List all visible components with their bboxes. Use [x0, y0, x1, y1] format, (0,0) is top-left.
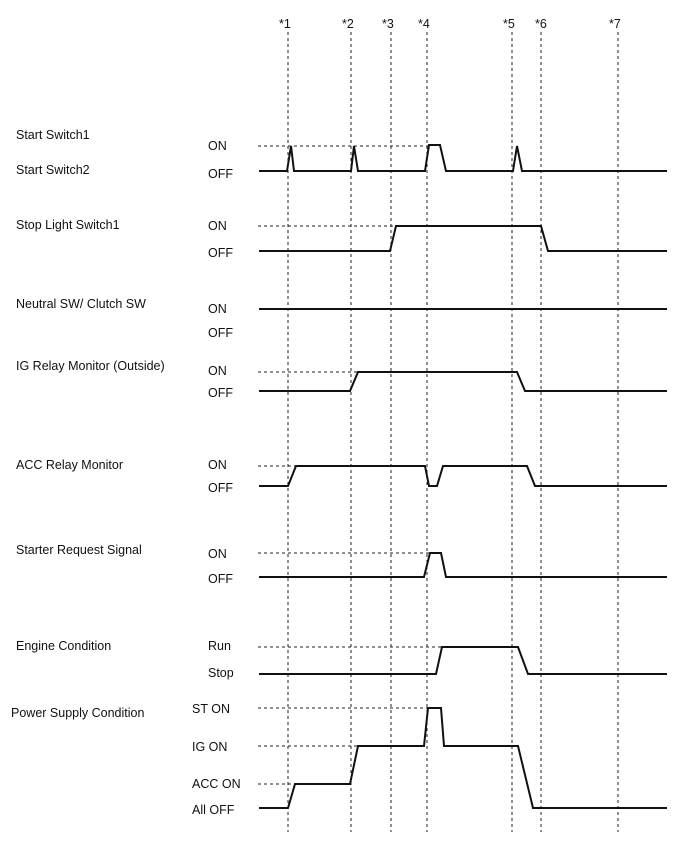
signal-power-supply-condition: Power Supply Condition: [11, 706, 145, 720]
signal-engine-condition: Engine Condition: [16, 639, 112, 653]
timing-guides: [288, 32, 618, 832]
level-power-st-on: ST ON: [192, 702, 230, 716]
level-stop-off: OFF: [208, 246, 233, 260]
signal-names: [11, 128, 165, 720]
signal-starter-request: Starter Request Signal: [16, 543, 142, 557]
marker-6: *6: [535, 17, 547, 31]
level-engine-run: Run: [208, 639, 231, 653]
level-neutral-on: ON: [208, 302, 227, 316]
marker-3: *3: [382, 17, 394, 31]
marker-5: *5: [503, 17, 515, 31]
marker-7: *7: [609, 17, 621, 31]
timing-markers: [279, 17, 621, 31]
wave-power-supply: [259, 708, 667, 808]
wave-stop-light: [259, 226, 667, 251]
wave-acc-relay: [259, 466, 667, 486]
level-start-on: ON: [208, 139, 227, 153]
signal-ig-relay-monitor: IG Relay Monitor (Outside): [16, 359, 165, 373]
wave-engine-condition: [259, 647, 667, 674]
level-engine-stop: Stop: [208, 666, 234, 680]
level-power-all-off: All OFF: [192, 803, 235, 817]
signal-start-switch2: Start Switch2: [16, 163, 90, 177]
level-labels: [192, 139, 241, 817]
marker-1: *1: [279, 17, 291, 31]
level-acc-off: OFF: [208, 481, 233, 495]
signal-start-switch1: Start Switch1: [16, 128, 90, 142]
marker-2: *2: [342, 17, 354, 31]
level-starter-off: OFF: [208, 572, 233, 586]
level-starter-on: ON: [208, 547, 227, 561]
signal-acc-relay-monitor: ACC Relay Monitor: [16, 458, 123, 472]
level-power-acc-on: ACC ON: [192, 777, 241, 791]
level-neutral-off: OFF: [208, 326, 233, 340]
level-start-off: OFF: [208, 167, 233, 181]
level-ig-off: OFF: [208, 386, 233, 400]
level-acc-on: ON: [208, 458, 227, 472]
wave-ig-relay: [259, 372, 667, 391]
wave-start-switch: [259, 145, 667, 171]
waveforms: [259, 145, 667, 808]
signal-stop-light-switch1: Stop Light Switch1: [16, 218, 120, 232]
marker-4: *4: [418, 17, 430, 31]
level-stop-on: ON: [208, 219, 227, 233]
level-ig-on: ON: [208, 364, 227, 378]
level-power-ig-on: IG ON: [192, 740, 228, 754]
signal-neutral-clutch: Neutral SW/ Clutch SW: [16, 297, 146, 311]
wave-starter-request: [259, 553, 667, 577]
